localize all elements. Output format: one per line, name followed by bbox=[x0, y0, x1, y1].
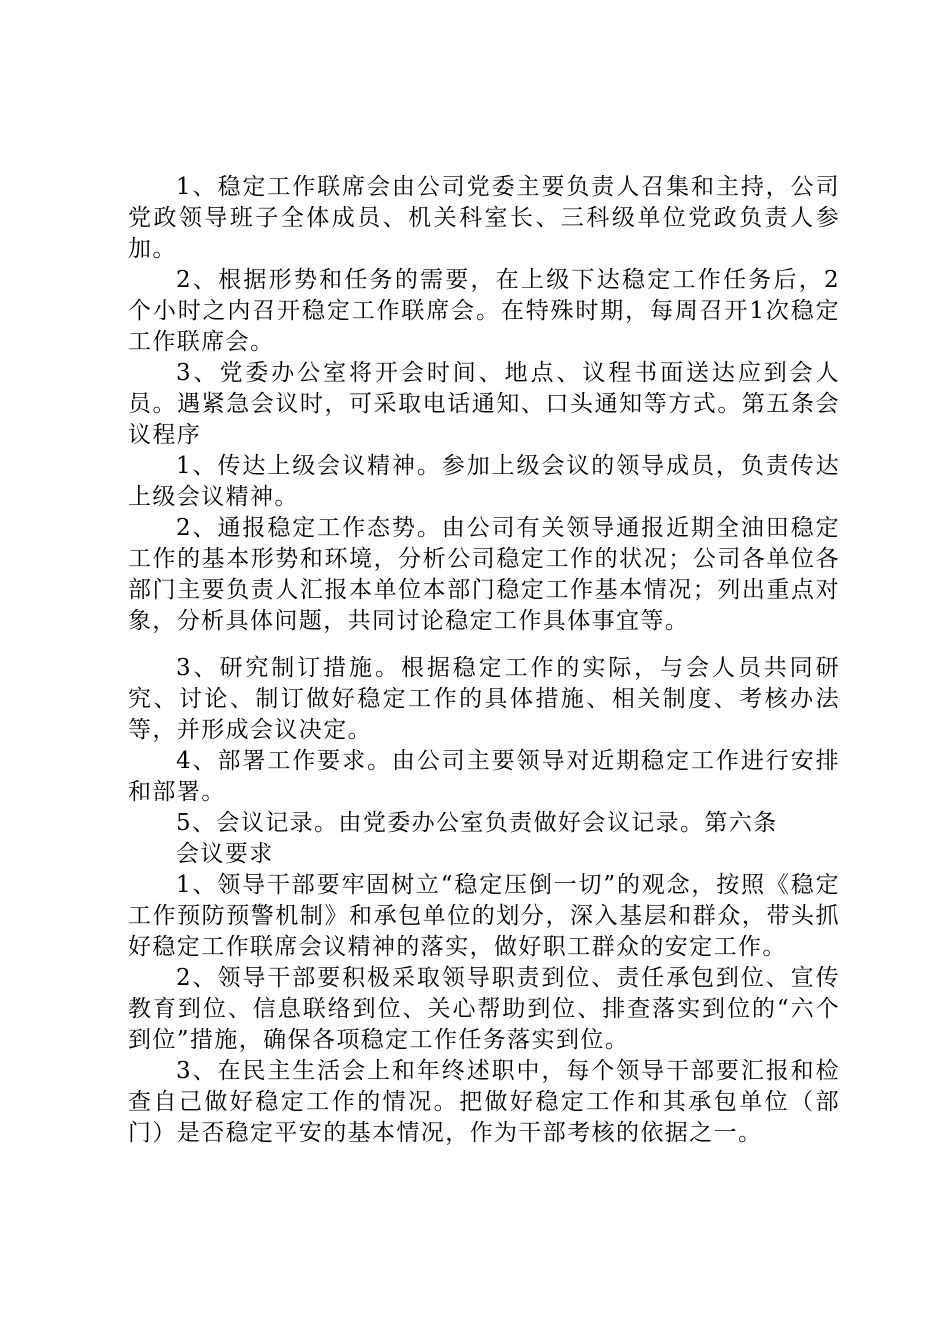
paragraph-deploy-requirements: 4、部署工作要求。由公司主要领导对近期稳定工作进行安排和部署。 bbox=[128, 748, 840, 805]
paragraph-meeting-record: 5、会议记录。由党委办公室负责做好会议记录。第六条 bbox=[176, 810, 778, 836]
paragraph-meeting-notice: 3、党委办公室将开会时间、地点、议程书面送达应到会人员。遇紧急会议时，可采取电话通知、口头通知等方式。第五条会议程序 bbox=[128, 360, 840, 448]
section-heading-meeting-requirements: 会议要求 bbox=[176, 841, 274, 867]
paragraph-convey-spirit: 1、传达上级会议精神。参加上级会议的领导成员，负责传达上级会议精神。 bbox=[128, 453, 840, 510]
paragraph-annual-review: 3、在民主生活会上和年终述职中，每个领导干部要汇报和检查自己做好稳定工作的情况。把做好稳定工作和其承包单位（部门）是否稳定平安的基本情况，作为干部考核的依据之一。 bbox=[128, 1058, 840, 1146]
paragraph-report-situation: 2、通报稳定工作态势。由公司有关领导通报近期全油田稳定工作的基本形势和环境，分析公司稳定工作的状况；公司各单位各部门主要负责人汇报本单位本部门稳定工作基本情况；列出重点对象，分析具体问题，共同讨论稳定工作具体事宜等。 bbox=[128, 515, 840, 634]
paragraph-leaders-awareness: 1、领导干部要牢固树立“稳定压倒一切”的观念，按照《稳定工作预防预警机制》和承包单位的划分，深入基层和群众，带头抓好稳定工作联席会议精神的落实，做好职工群众的安定工作。 bbox=[128, 872, 840, 960]
paragraph-six-in-place: 2、领导干部要积极采取领导职责到位、责任承包到位、宣传教育到位、信息联络到位、关心帮助到位、排查落实到位的“六个到位”措施，确保各项稳定工作任务落实到位。 bbox=[128, 965, 840, 1053]
document-body bbox=[128, 172, 840, 1149]
paragraph-study-measures: 3、研究制订措施。根据稳定工作的实际，与会人员共同研究、讨论、制订做好稳定工作的具体措施、相关制度、考核办法等，并形成会议决定。 bbox=[128, 655, 840, 743]
paragraph-meeting-timing: 2、根据形势和任务的需要，在上级下达稳定工作任务后，2个小时之内召开稳定工作联席会。在特殊时期，每周召开1次稳定工作联席会。 bbox=[128, 267, 840, 355]
paragraph-meeting-host: 1、稳定工作联席会由公司党委主要负责人召集和主持，公司党政领导班子全体成员、机关科室长、三科级单位党政负责人参加。 bbox=[128, 174, 840, 262]
